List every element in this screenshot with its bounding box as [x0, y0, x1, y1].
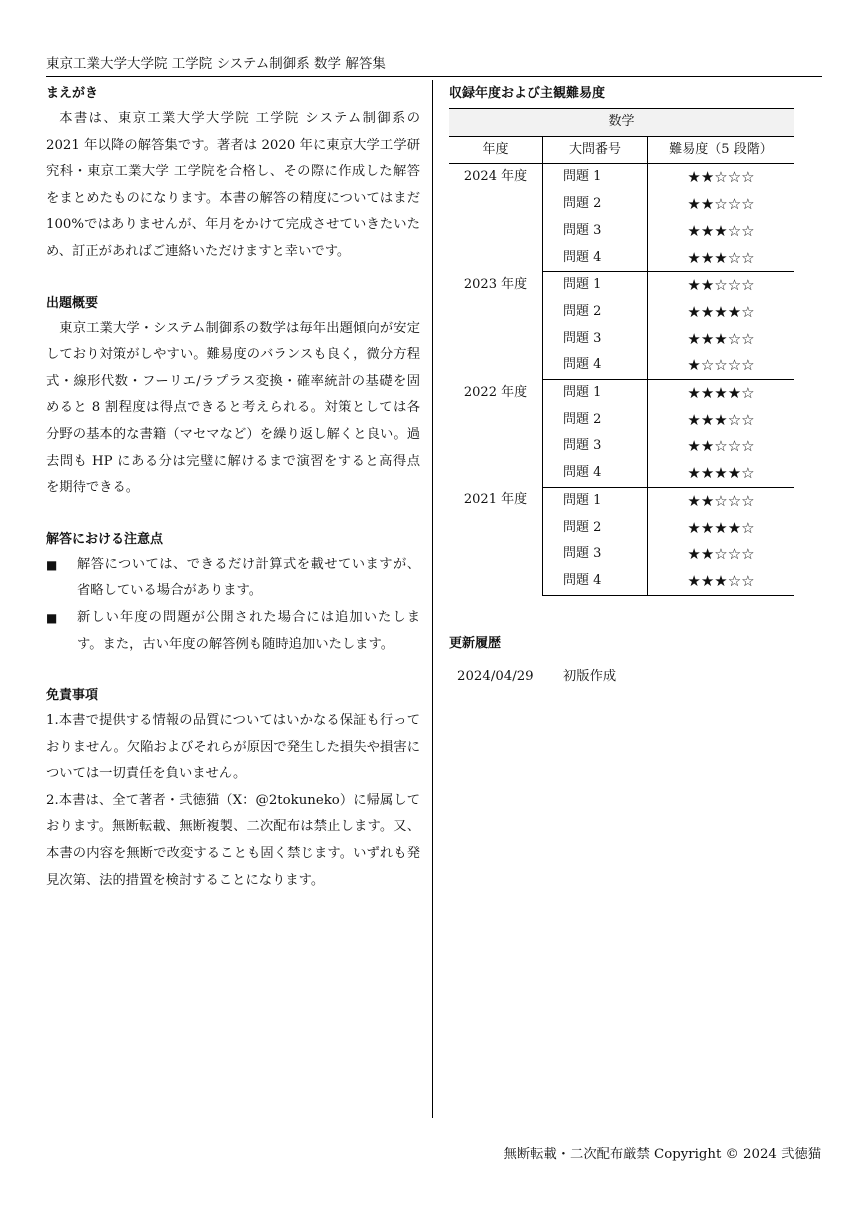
star-rating: ★★★☆☆: [687, 221, 755, 240]
square-bullet-icon: ■: [46, 557, 58, 572]
page-header: [46, 52, 822, 77]
year-group: [449, 487, 794, 595]
problem-cell: 問題 3: [543, 326, 648, 353]
column-divider: [432, 80, 433, 1118]
table-row: [449, 487, 794, 514]
star-rating: ★★☆☆☆: [687, 491, 755, 510]
table-caption: 数学: [449, 109, 794, 137]
header-title: 東京工業大学大学院 工学院 システム制御系 数学 解答集: [46, 56, 386, 72]
year-cell: 2022 年度: [463, 384, 528, 400]
history-entry: [449, 664, 794, 690]
problem-cell: 問題 3: [543, 218, 648, 245]
list-item: [46, 605, 420, 658]
problem-cell: 問題 4: [543, 568, 648, 595]
problem-cell: 問題 2: [543, 515, 648, 542]
star-rating: ★★★★☆: [687, 518, 755, 537]
star-rating: ★☆☆☆☆: [648, 352, 795, 379]
table-row: [449, 164, 794, 191]
difficulty-title: 収録年度および主観難易度: [449, 86, 606, 101]
overview-title: 出題概要: [46, 295, 99, 311]
disclaimer-title: 免責事項: [46, 688, 99, 704]
notes-section: [46, 528, 420, 658]
year-group: [449, 164, 794, 272]
problem-cell: 問題 1: [543, 272, 648, 299]
problem-cell: 問題 2: [543, 407, 648, 434]
year-group: [449, 380, 794, 488]
difficulty-table: [449, 108, 794, 596]
note-text: 新しい年度の問題が公開された場合には追加いたします。また，古い年度の解答例も随時追加いたします。: [77, 609, 420, 652]
table-row: [449, 272, 794, 299]
problem-cell: 問題 1: [543, 487, 648, 514]
problem-cell: 問題 4: [543, 245, 648, 272]
column-header-year: 年度: [449, 136, 543, 164]
star-rating: ★★★★☆: [687, 384, 755, 403]
right-column: [449, 82, 794, 690]
star-rating: ★★★☆☆: [648, 245, 795, 272]
star-rating: ★★★★☆: [648, 460, 795, 487]
table-row: [449, 380, 794, 407]
left-column: [46, 82, 420, 894]
overview-body: 東京工業大学・システム制御系の数学は毎年出題傾向が安定しており対策がしやすい。難易度のバランスも良く，微分方程式・線形代数・フーリエ/ラプラス変換・確率統計の基礎を固めると 8 割程度は得点できると考えられる。対策としては各分野の基本的な書籍（マセマなど）を繰り返し解くと良い。過去問も HP にある分は完璧に解けるまで演習をすると高得点を期待できる。: [46, 320, 420, 496]
problem-cell: 問題 2: [543, 299, 648, 326]
note-text: 解答については、できるだけ計算式を載せていますが、省略している場合があります。: [77, 556, 420, 599]
year-cell: 2021 年度: [463, 492, 528, 508]
problem-cell: 問題 1: [543, 164, 648, 191]
star-rating: ★★☆☆☆: [687, 276, 755, 295]
history-title: 更新履歴: [449, 635, 502, 651]
year-cell: 2023 年度: [463, 276, 528, 292]
problem-cell: 問題 4: [543, 352, 648, 379]
history-date: 2024/04/29: [457, 668, 534, 684]
star-rating: ★★★☆☆: [648, 568, 795, 595]
star-rating: ★★☆☆☆: [687, 168, 755, 187]
preface-body: 本書は、東京工業大学大学院 工学院 システム制御系の 2021 年以降の解答集です。著者は 2020 年に東京大学工学研究科・東京工業大学 工学院を合格し、その際に作成した解答をまとめたものになります。本書の解答の精度についてはまだ 100%ではありませんが、年月をかけて完成させていきたいため、訂正があればご連絡いただけますと幸いです。: [46, 111, 420, 259]
problem-cell: 問題 3: [543, 433, 648, 460]
disclaimer-item-1: 1.本書で提供する情報の品質についてはいかなる保証も行っておりません。欠陥およびそれらが原因で発生した損失や損害については一切責任を負いません。: [46, 713, 420, 782]
problem-cell: 問題 3: [543, 541, 648, 568]
star-rating: ★★★★☆: [687, 302, 755, 321]
problem-cell: 問題 1: [543, 380, 648, 407]
problem-cell: 問題 4: [543, 460, 648, 487]
star-rating: ★★☆☆☆: [687, 437, 755, 456]
disclaimer-section: [46, 684, 420, 894]
column-header-difficulty: 難易度（5 段階）: [648, 136, 795, 164]
star-rating: ★★☆☆☆: [687, 195, 755, 214]
star-rating: ★★★☆☆: [687, 410, 755, 429]
footer-copyright: 無断転載・二次配布厳禁 Copyright © 2024 弐徳猫: [503, 1147, 821, 1162]
list-item: [46, 552, 420, 605]
preface-title: まえがき: [46, 86, 99, 101]
overview-section: [46, 292, 420, 502]
star-rating: ★★☆☆☆: [687, 545, 755, 564]
square-bullet-icon: ■: [46, 610, 58, 625]
year-group: [449, 272, 794, 380]
notes-title: 解答における注意点: [46, 531, 164, 547]
star-rating: ★★★☆☆: [687, 329, 755, 348]
column-header-problem: 大問番号: [543, 136, 648, 164]
preface-section: [46, 82, 420, 266]
problem-cell: 問題 2: [543, 191, 648, 218]
disclaimer-item-2: 2.本書は、全て著者・弐徳猫（X：@2tokuneko）に帰属しております。無断転載、無断複製、二次配布は禁止します。又、本書の内容を無断で改変することも固く禁じます。いずれも発見次第、法的措置を検討することになります。: [46, 792, 420, 888]
year-cell: 2024 年度: [463, 169, 528, 185]
notes-list: [46, 552, 420, 658]
history-note: 初版作成: [563, 668, 617, 684]
history-list: [449, 664, 794, 690]
